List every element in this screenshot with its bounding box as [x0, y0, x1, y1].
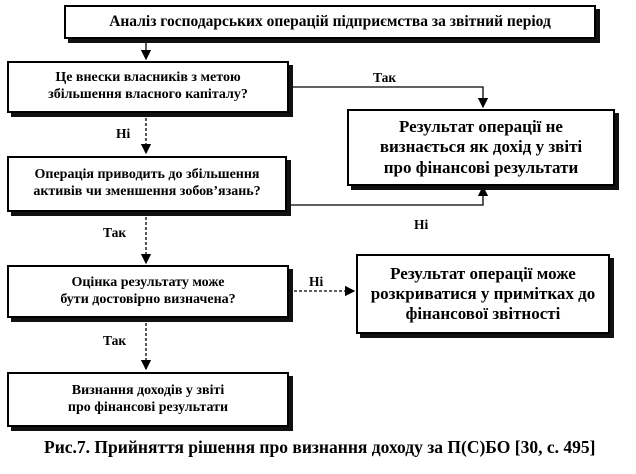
result-disclosed-in-notes-box: Результат операції може розкриватися у примітках до фінансової звітності: [356, 254, 610, 334]
label-q1-no: Ні: [116, 126, 131, 141]
question-reliable-measurement-box: Оцінка результату може бути достовірно визначена?: [7, 265, 289, 318]
label-q3-yes: Так: [103, 333, 127, 348]
connector-q2-no: [287, 187, 483, 205]
connector-q1-yes: [289, 87, 483, 107]
label-q3-no: Ні: [309, 274, 324, 289]
label-q2-yes: Так: [103, 225, 127, 240]
income-recognition-box: Визнання доходів у звіті про фінансові результати: [7, 372, 289, 427]
title-box: Аналіз господарських операцій підприємства за звітний період: [64, 5, 596, 39]
label-q2-no: Ні: [414, 217, 429, 232]
question-owner-contributions-box: Це внески власників з метою збільшення власного капіталу?: [7, 61, 289, 113]
result-not-income-box: Результат операції не визнається як дохід у звіті про фінансові результати: [347, 109, 615, 186]
label-q1-yes: Так: [373, 70, 397, 85]
question-assets-liabilities-box: Операція приводить до збільшення активів чи зменшення зобов’язань?: [7, 156, 287, 212]
figure-caption: Рис.7. Прийняття рішення про визнання доходу за П(С)БО [30, с. 495]: [44, 437, 596, 457]
